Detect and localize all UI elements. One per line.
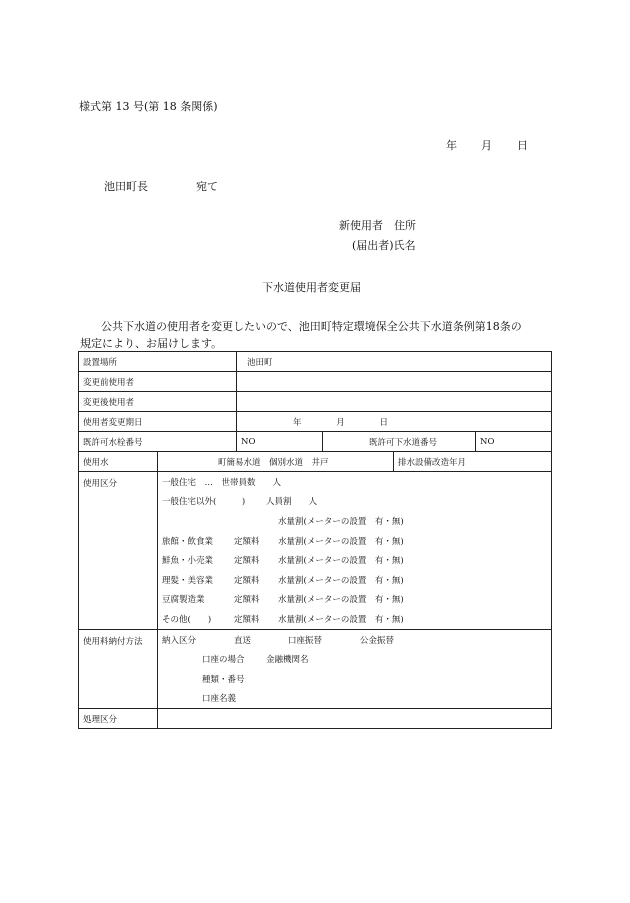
usage-label: 使用区分	[79, 472, 158, 630]
addressee-suffix: 宛て	[196, 180, 218, 193]
form-number: 様式第 13 号(第 18 条関係)	[79, 100, 218, 113]
usage-row-residential	[162, 472, 551, 492]
payment-account-name: 口座名義	[202, 694, 237, 705]
document-title: 下水道使用者変更届	[262, 281, 361, 294]
usage-other-metered: 水量割(メーターの設置 有・無)	[278, 614, 404, 625]
body-text-line2: 規定により、お届けします。	[80, 337, 223, 350]
payment-opt-transfer[interactable]: 口座振替	[288, 635, 323, 646]
usage-tofu-flat: 定額料	[234, 595, 260, 606]
addressee-name: 池田町長	[104, 180, 148, 193]
water-label: 使用水	[79, 452, 158, 472]
usage-inn-flat: 定額料	[234, 536, 260, 547]
payment-account-case: 口座の場合	[202, 655, 245, 666]
usage-row-non-residential	[162, 492, 551, 512]
usage-row-fish	[162, 550, 551, 570]
usage-metered-text: 水量割(メーターの設置 有・無)	[278, 516, 404, 527]
change-date-field[interactable]	[237, 412, 552, 432]
row-new-user	[79, 392, 552, 412]
location-label: 設置場所	[79, 352, 237, 372]
usage-non-residential-text: 一般住宅以外( )	[162, 497, 246, 508]
payment-bank-name: 金融機関名	[266, 655, 309, 666]
new-user-label: 変更後使用者	[79, 392, 237, 412]
payment-label: 使用料納付方法	[79, 629, 158, 708]
usage-residential-text: 一般住宅 … 世帯員数 人	[162, 477, 282, 488]
water-sources[interactable]: 町簡易水道 個別水道 井戸	[158, 452, 394, 472]
date-month: 月	[481, 139, 492, 152]
usage-inn-metered: 水量割(メーターの設置 有・無)	[278, 536, 404, 547]
usage-barber-flat: 定額料	[234, 575, 260, 586]
row-numbers	[79, 432, 552, 452]
usage-fish-flat: 定額料	[234, 556, 260, 567]
payment-opt-public[interactable]: 公金振替	[360, 635, 395, 646]
date-year: 年	[446, 139, 457, 152]
usage-fish-metered: 水量割(メーターの設置 有・無)	[278, 556, 404, 567]
usage-tofu-text: 豆腐製造業	[162, 595, 205, 606]
payment-kind-row	[162, 630, 551, 650]
payment-opt-direct[interactable]: 直送	[234, 635, 252, 646]
usage-row-other	[162, 609, 551, 629]
usage-barber-text: 理髪・美容業	[162, 575, 214, 586]
meter-no-label: 既許可水栓番号	[79, 432, 237, 452]
usage-inn-text: 旅館・飲食業	[162, 536, 214, 547]
change-date-day: 日	[379, 417, 388, 428]
usage-row-tofu	[162, 590, 551, 610]
prev-user-field[interactable]	[237, 372, 552, 392]
usage-row-inn	[162, 531, 551, 551]
sewer-no-label: 既許可下水道番号	[323, 432, 476, 452]
body-text-line1: 公共下水道の使用者を変更したいので、池田町特定環境保全公共下水道条例第18条の	[101, 320, 522, 333]
usage-row-barber	[162, 570, 551, 590]
sewer-no-field[interactable]: NO	[476, 432, 552, 452]
payment-holder-row	[162, 689, 551, 709]
usage-options[interactable]	[158, 472, 552, 630]
change-date-year: 年	[293, 417, 302, 428]
payment-options[interactable]	[158, 629, 552, 708]
row-payment	[79, 629, 552, 708]
usage-fish-text: 鮮魚・小売業	[162, 556, 214, 567]
processing-field[interactable]	[158, 709, 552, 729]
payment-kind-label: 納入区分	[162, 635, 197, 646]
usage-other-text: その他( )	[162, 614, 212, 625]
usage-row-metered	[162, 511, 551, 531]
usage-tofu-metered: 水量割(メーターの設置 有・無)	[278, 595, 404, 606]
prev-user-label: 変更前使用者	[79, 372, 237, 392]
row-change-date	[79, 412, 552, 432]
row-water	[79, 452, 552, 472]
meter-no-field[interactable]: NO	[237, 432, 323, 452]
row-processing	[79, 709, 552, 729]
applicant-name-label: (届出者)氏名	[352, 239, 416, 252]
processing-label: 処理区分	[79, 709, 158, 729]
row-prev-user	[79, 372, 552, 392]
usage-barber-metered: 水量割(メーターの設置 有・無)	[278, 575, 404, 586]
row-location	[79, 352, 552, 372]
applicant-address-label: 新使用者 住所	[339, 219, 416, 232]
location-value[interactable]: 池田町	[237, 352, 552, 372]
change-date-month: 月	[336, 417, 345, 428]
payment-type-number: 種類・番号	[202, 674, 245, 685]
drain-date-label: 排水設備改造年月	[394, 452, 552, 472]
usage-other-flat: 定額料	[234, 614, 260, 625]
form-table	[78, 351, 552, 729]
new-user-field[interactable]	[237, 392, 552, 412]
change-date-label: 使用者変更期日	[79, 412, 237, 432]
row-usage	[79, 472, 552, 630]
payment-account-row	[162, 649, 551, 669]
payment-type-row	[162, 669, 551, 689]
usage-per-capita-text: 人員割 人	[266, 497, 318, 508]
date-day: 日	[517, 139, 528, 152]
